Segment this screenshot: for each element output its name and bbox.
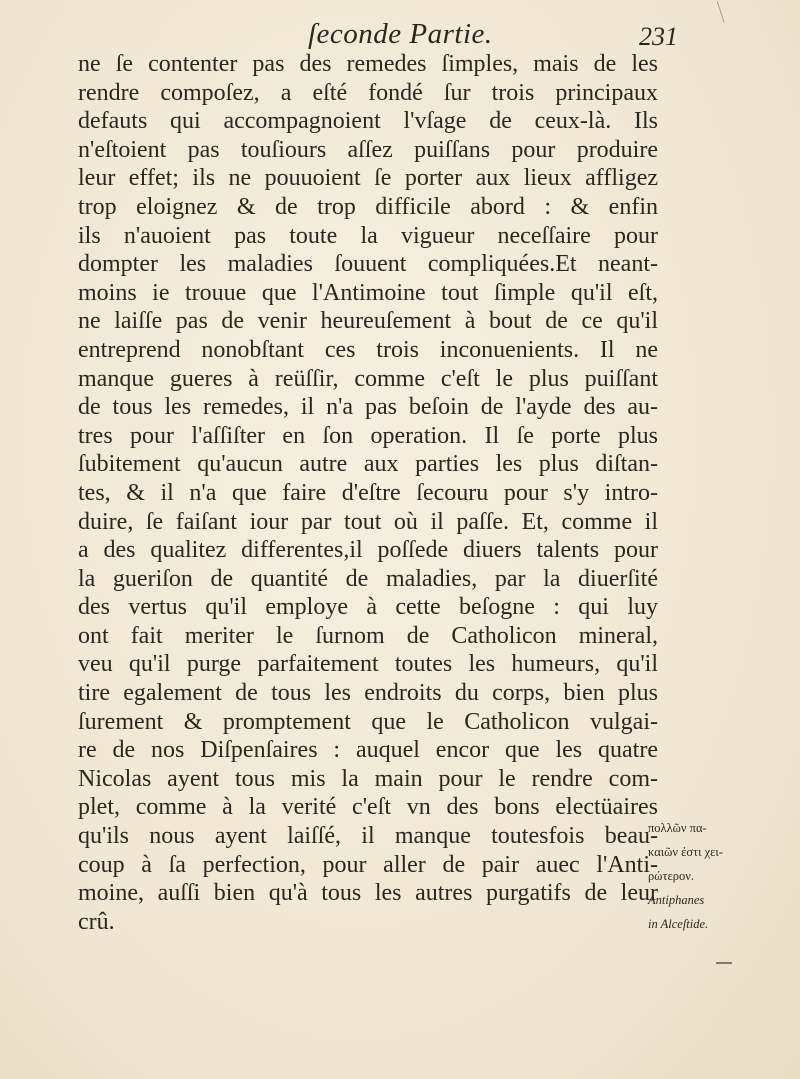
text-line: entreprend nonobſtant ces trois inconuenients. Il ne	[78, 336, 658, 363]
margin-note-line: ρώτερον.	[648, 869, 695, 883]
text-line: ſurement & promptement que le Catholicon vulgai-	[78, 708, 658, 735]
text-line: crû.	[78, 908, 115, 935]
text-line: dompter les maladies ſouuent compliquées.Et neant-	[78, 251, 658, 278]
text-line: moine, auſſi bien qu'à tous les autres purgatifs de leur	[78, 880, 658, 907]
catchword-mark	[716, 962, 732, 964]
running-head: ſeconde Partie.	[308, 18, 493, 50]
paper-mark	[717, 0, 730, 23]
text-line: ils n'auoient pas toute la vigueur neceſſaire pour	[78, 222, 658, 249]
margin-note-line: πολλῶν πα-	[648, 821, 707, 835]
text-line: tres pour l'aſſiſter en ſon operation. Il ſe porte plus	[78, 422, 658, 449]
text-line: ne ſe contenter pas des remedes ſimples, mais de les	[78, 51, 658, 77]
text-line: ont fait meriter le ſurnom de Catholicon mineral,	[78, 622, 658, 649]
text-line: tire egalement de tous les endroits du corps, bien plus	[78, 680, 658, 707]
text-line: rendre compoſez, a eſté fondé ſur trois principaux	[78, 79, 658, 106]
text-line: manque gueres à reüſſir, comme c'eſt le plus puiſſant	[78, 365, 658, 392]
text-line: defauts qui accompagnoient l'vſage de ceux-là. Ils	[78, 108, 658, 135]
page-header	[80, 14, 690, 54]
text-line: coup à ſa perfection, pour aller de pair auec l'Anti-	[78, 851, 658, 878]
text-line: des vertus qu'il employe à cette beſogne : qui luy	[78, 594, 658, 621]
text-line: la gueriſon de quantité de maladies, par la diuerſité	[78, 565, 658, 592]
text-line: ne laiſſe pas de venir heureuſement à bout de ce qu'il	[78, 308, 658, 335]
text-line: trop eloignez & de trop difficile abord : & enfin	[78, 193, 658, 220]
text-line: plet, comme à la verité c'eſt vn des bons electüaires	[78, 794, 658, 821]
body-text	[78, 50, 658, 936]
text-line: qu'ils nous ayent laiſſé, il manque toutesfois beau-	[78, 823, 658, 850]
margin-note-line: in Alceſtide.	[648, 917, 709, 931]
text-line: ſubitement qu'aucun autre aux parties les plus diſtan-	[78, 451, 658, 478]
text-line: n'eſtoient pas touſiours aſſez puiſſans pour produire	[78, 136, 658, 163]
margin-note-line: καιῶν ἐστι χει-	[648, 845, 723, 859]
margin-note	[648, 816, 748, 936]
page-number: 231	[639, 22, 678, 51]
text-line: tes, & il n'a que faire d'eſtre ſecouru pour s'y intro-	[78, 479, 658, 506]
text-line: veu qu'il purge parfaitement toutes les humeurs, qu'il	[78, 651, 658, 678]
text-line: moins ie trouue que l'Antimoine tout ſimple qu'il eſt,	[78, 279, 658, 306]
margin-note-line: Antiphanes	[648, 893, 705, 907]
text-line: de tous les remedes, il n'a pas beſoin de l'ayde des au-	[78, 394, 658, 421]
text-line: Nicolas ayent tous mis la main pour le rendre com-	[78, 765, 658, 792]
text-line: duire, ſe faiſant iour par tout où il paſſe. Et, comme il	[78, 508, 658, 535]
text-line: a des qualitez differentes,il poſſede diuers talents pour	[78, 537, 658, 564]
text-line: leur effet; ils ne pouuoient ſe porter aux lieux affligez	[78, 165, 658, 192]
text-line: re de nos Diſpenſaires : auquel encor que les quatre	[78, 737, 658, 764]
